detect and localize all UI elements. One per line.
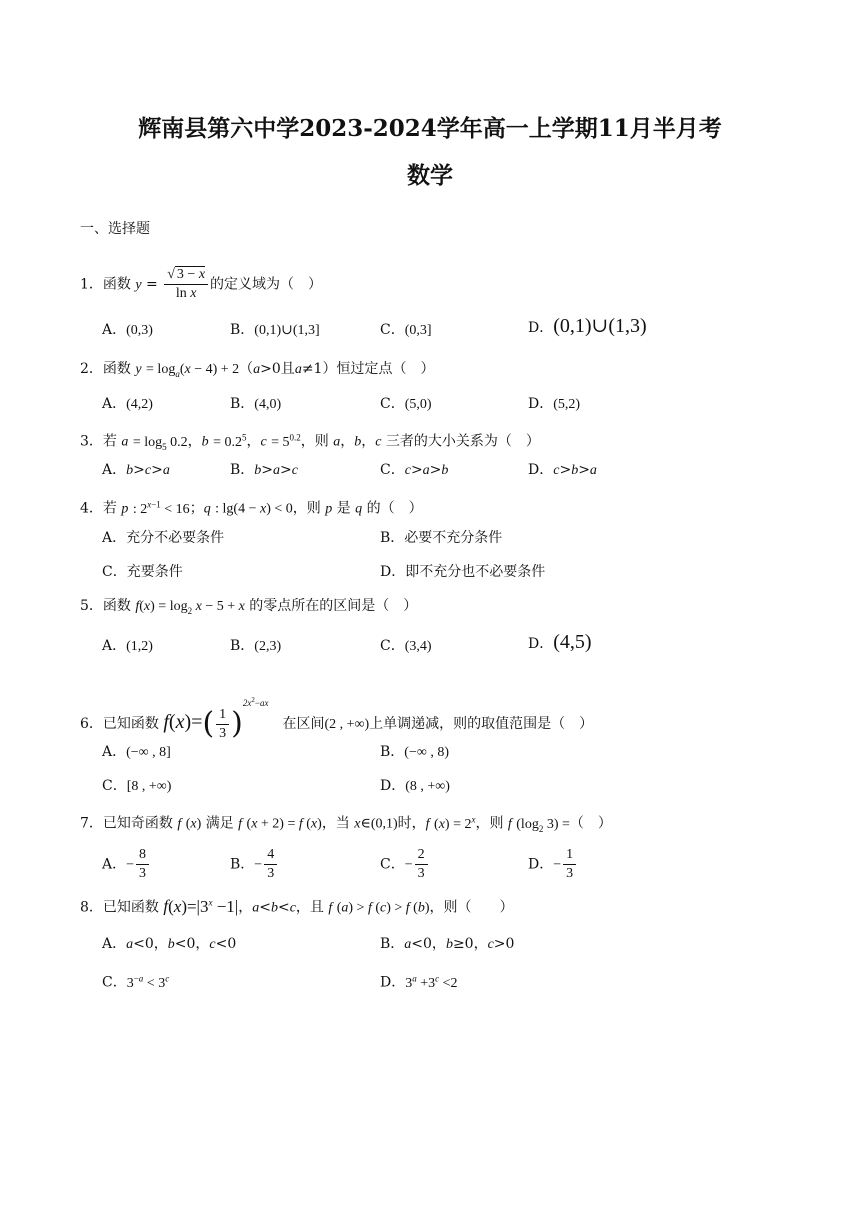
option-b: B．(−∞ , 8) — [380, 744, 449, 760]
question-number: 1． — [80, 276, 103, 293]
question-6: 6．已知函数 f(x)=( $\frac{1}{3}$ )$^{2x^2-ax}$ 在区间(2 , +∞)上单调递减，则的取值范围是（ ） — [80, 696, 594, 741]
option-b: B．(2,3) — [230, 638, 282, 654]
option-a: A．(4,2) — [102, 396, 153, 412]
option-c: C．$3^{-a} < 3^c$ — [102, 973, 170, 991]
option-c: C．c>a>b — [380, 462, 449, 478]
question-4: 4．若 p : $2^{x-1} < 16$；q : lg(4 − x) < 0，则 p 是 q 的（ ） — [80, 499, 423, 517]
option-d: D．即不充分也不必要条件 — [380, 564, 546, 580]
section-heading: 一、选择题 — [80, 221, 150, 237]
option-b: B．(4,0) — [230, 396, 282, 412]
question-2: 2．函数 $y = \log_a(x - 4) + 2(a>0$且a≠1）恒过定点（ ） — [80, 361, 435, 379]
option-c: C．充要条件 — [102, 564, 183, 580]
option-b: B．必要不充分条件 — [380, 530, 503, 546]
option-a: A．b>c>a — [102, 462, 170, 478]
option-c: C．(5,0) — [380, 396, 432, 412]
option-b: B．− $\frac{4}{3}$ — [230, 846, 279, 883]
option-d: D．(5,2) — [528, 396, 581, 412]
option-d: D．c>b>a — [528, 462, 597, 478]
option-c: C．(0,3] — [380, 322, 432, 338]
option-a: A．− $\frac{8}{3}$ — [102, 846, 151, 883]
option-b: B．a<0，b≥0，c>0 — [380, 936, 515, 952]
option-a: A．a<0，b<0，c<0 — [102, 936, 237, 952]
option-c: C．(3,4) — [380, 638, 432, 654]
page-subtitle: 数学 — [407, 162, 453, 189]
question-8: 8．已知函数 $f(x)=|3^x -1|$，a<b<c，且 f (a) > f (c) > f (b)，则（ ） — [80, 896, 514, 916]
question-3: 3．若 $a = \log_5 0.2$，$b = 0.2^5$，$c = 5^{0.2}$，则 a，b，c 三者的大小关系为（ ） — [80, 432, 540, 452]
option-d: D．(4,5) — [528, 631, 592, 653]
page-title: 辉南县第六中学2023-2024学年高一上学期11月半月考 — [138, 115, 722, 142]
option-b: B．(0,1)∪(1,3] — [230, 322, 320, 338]
fraction: $\frac{1}{3}$ — [216, 706, 229, 743]
option-a: A．充分不必要条件 — [102, 530, 225, 546]
option-a: A．(−∞ , 8] — [102, 744, 171, 760]
fraction: $\frac{√ 3 - x}{\text{ln x}}$ — [164, 266, 208, 303]
question-5: 5．函数 $f(x) = \log_2 x - 5 + x$ 的零点所在的区间是（ ） — [80, 598, 418, 616]
option-a: A．(0,3) — [102, 322, 153, 338]
option-b: B．b>a>c — [230, 462, 298, 478]
option-d: D．− $\frac{1}{3}$ — [528, 846, 578, 883]
question-1: 1．函数 y = $\frac{√ 3 - x}{\text{ln x}}$ 的定义域为（ ） — [80, 267, 323, 301]
option-d: D．(8 , +∞) — [380, 778, 450, 794]
option-c: C．[8 , +∞) — [102, 778, 172, 794]
option-d: D．(0,1)∪(1,3) — [528, 315, 647, 337]
option-a: A．(1,2) — [102, 638, 153, 654]
question-7: 7．已知奇函数 f (x) 满足 f (x + 2) = f (x)，当 x∈(0,1)时，f $(x) = 2^x$，则 f ($\log_2$ 3) =（ ） — [80, 814, 612, 834]
option-c: C．− $\frac{2}{3}$ — [380, 846, 430, 883]
option-d: D．$3^a +3^c <2$ — [380, 973, 458, 991]
